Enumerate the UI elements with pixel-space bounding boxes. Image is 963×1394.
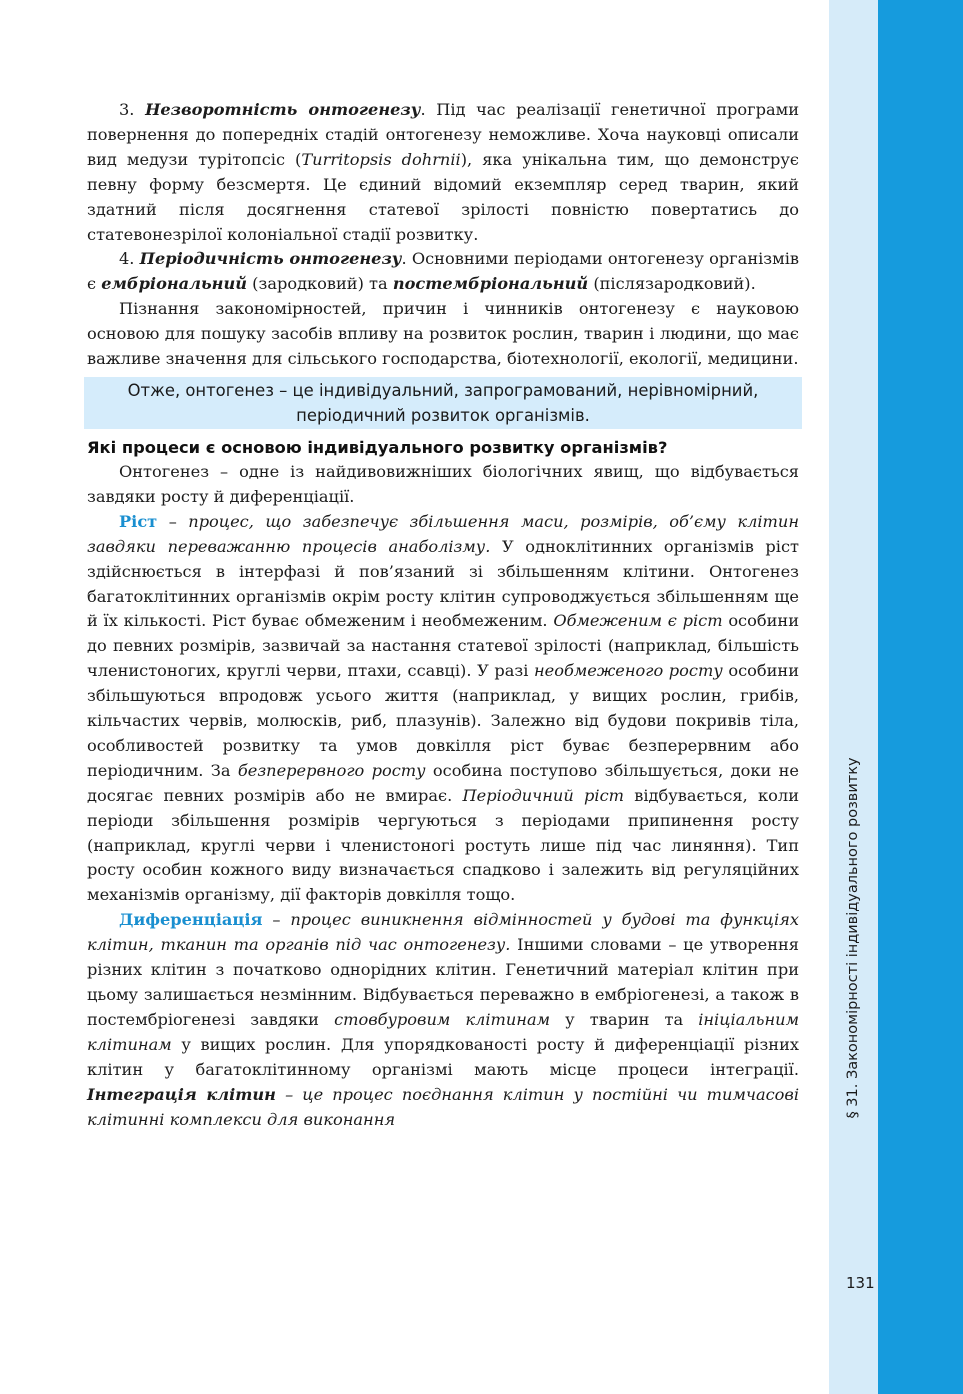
dash: –	[262, 910, 291, 930]
side-stripe-light	[829, 0, 878, 1394]
paragraph-intro: Онтогенез – одне із найдивовижніших біологічних явищ, що відбувається завдяки росту й диференціації.	[87, 461, 799, 506]
paragraph-periodicity	[87, 247, 799, 297]
term-postembryonic: постембріональний	[392, 274, 589, 294]
paragraph-text: Іншими словами – це утворення різних клітин з початково однорідних клітин. Генетичний матеріал клітин при цьому залишається незмінним. Відбувається переважно в ембріогенезі, а також в постембріогенезі завдяки	[87, 935, 799, 1029]
term-limited-growth: Обмеженим є ріст	[553, 611, 723, 631]
paragraph-growth	[87, 510, 799, 909]
term-integration: Інтеграція клітин	[87, 1084, 276, 1104]
differentiation-definition: процес виникнення відмінностей у будові та функціях клітин, тканин та органів під час онтогенезу.	[87, 910, 799, 955]
paragraph-text: . Основними періодами онтогенезу організмів є	[87, 249, 799, 294]
term-periodic-growth: Періодичний ріст	[462, 785, 624, 805]
integration-definition: – це процес поєднання клітин у постійні чи тимчасові клітинні комплекси для виконання	[87, 1084, 799, 1129]
latin-species-name: Turritopsis dohrnii	[301, 149, 461, 169]
term-differentiation: Диференціація	[119, 910, 263, 930]
term-periodicity: Періодичність онтогенезу	[139, 249, 402, 269]
term-unlimited-growth: необмеженого росту	[534, 661, 723, 681]
paragraph-text: (післязародковий).	[588, 274, 756, 294]
page-number: 131	[846, 1274, 875, 1292]
summary-box	[84, 377, 802, 429]
paragraph-text: ), яка унікальна тим, що демонструє певну форму безсмертя. Це єдиний відомий екземпляр серед тварин, який здатний після досягнення статевої зрілості повністю повертатись до статевонезрілої колоніальної стадії розвитку.	[87, 149, 799, 244]
side-stripe-dark	[878, 0, 963, 1394]
dash: –	[157, 511, 189, 531]
paragraph-text: особина поступово збільшується, доки не досягає певних розмірів або не вмирає.	[87, 760, 799, 805]
term-embryonic: ембріональний	[101, 274, 248, 294]
summary-line-1: Отже, онтогенез – це індивідуальний, запрограмований, нерівномірний,	[127, 380, 759, 400]
section-heading: Які процеси є основою індивідуального розвитку організмів?	[87, 437, 668, 457]
paragraph-text: особини збільшуються впродовж усього життя (наприклад, у вищих рослин, грибів, кільчастих червів, молюсків, риб, плазунів). Залежно від будови покривів тіла, особливостей розвитку та умов довкілля ріст буває безперервним або періодичним. За	[87, 661, 799, 780]
term-stem-cells: стовбуровим клітинам	[334, 1009, 551, 1029]
term-continuous-growth: безперервного росту	[237, 760, 426, 780]
paragraph-text: . Під час реалізації генетичної програми повернення до попередніх стадій онтогенезу неможливе. Хоча науковці описали вид медузи турітопсіс (	[87, 100, 799, 169]
term-initial-cells: ініціальним клітинам	[87, 1009, 799, 1054]
summary-line-2: періодичний розвиток організмів.	[296, 405, 590, 425]
paragraph-text: відбувається, коли періоди збільшення розмірів чергуються з періодами припинення росту (наприклад, круглі черви і членистоногі ростуть лише під час линяння). Тип росту особин кожного виду визначається спадково і залежить від регуляційних механізмів організму, дії факторів довкілля тощо.	[87, 785, 799, 905]
page-body	[87, 98, 799, 1132]
term-growth: Ріст	[119, 511, 158, 531]
paragraph-differentiation	[87, 908, 799, 1132]
paragraph-text: У одноклітинних організмів ріст здійснюється в інтерфазі й пов’язаний зі збільшенням клітини. Онтогенез багатоклітинних організмів окрім росту клітин супроводжується збільшенням ще й їх кількості. Ріст буває обмеженим і необмеженим.	[87, 536, 799, 631]
paragraph-text: у вищих рослин. Для упорядкованості росту й диференціації різних клітин у багатоклітинному організмі мають місце процеси інтеграції.	[87, 1034, 799, 1079]
list-number: 4.	[119, 249, 135, 269]
list-number: 3.	[119, 100, 135, 119]
paragraph-text: (зародковий) та	[247, 274, 393, 294]
paragraph-text: особини до певних розмірів, зазвичай за настання статевої зрілості (наприклад, більшість членистоногих, круглі черви, птахи, ссавці). У разі	[87, 611, 799, 681]
growth-definition: процес, що забезпечує збільшення маси, розмірів, об’єму клітин завдяки переважанню процесів анаболізму.	[87, 511, 799, 556]
chapter-label: § 31. Закономірності індивідуального розвитку	[845, 757, 861, 1119]
paragraph-irreversibility	[87, 98, 799, 247]
paragraph-knowledge: Пізнання закономірностей, причин і чинників онтогенезу є науковою основою для пошуку засобів впливу на розвиток рослин, тварин і людини, що має важливе значення для сільського господарства, біотехнології, екології, медицини.	[87, 299, 799, 369]
paragraph-text: у тварин та	[550, 1009, 699, 1029]
term-irreversibility: Незворотність онтогенезу	[145, 100, 421, 119]
